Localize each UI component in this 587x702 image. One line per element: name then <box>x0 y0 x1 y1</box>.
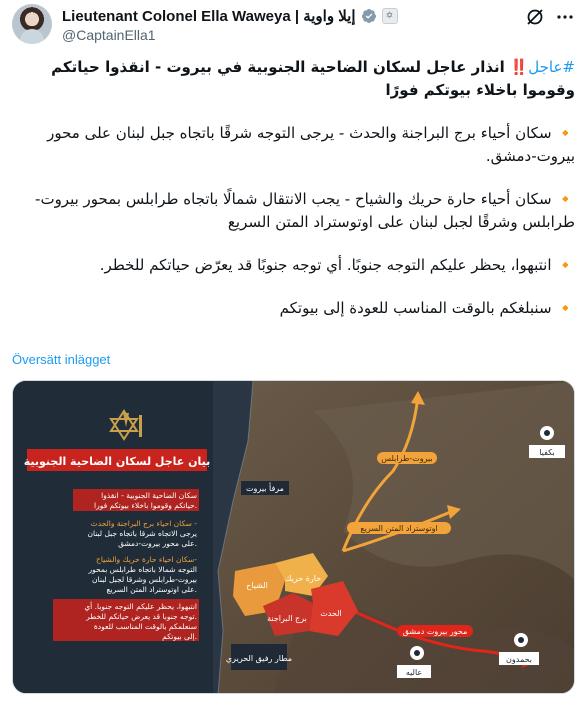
damascus-road-label: محور بيروت دمشق <box>402 627 468 636</box>
chiyah-label: الشياح <box>246 581 268 590</box>
metn-highway-label: اوتوستراد المتن السريع <box>360 524 438 533</box>
panel-line: بيروت-طرابلس وشرقا لجبل لبنان <box>92 575 197 584</box>
bullet-item <box>15 297 575 320</box>
bullet-item <box>15 254 575 277</box>
alert-icon: ‼️ <box>509 58 529 76</box>
bullet-text: سنبلغكم بالوقت المناسب للعودة إلى بيوتكم <box>279 299 552 317</box>
more-options-icon[interactable] <box>555 7 575 27</box>
panel-line: على محور بيروت-دمشق. <box>118 539 197 548</box>
bullet-item <box>15 122 575 168</box>
grok-icon[interactable] <box>525 7 545 27</box>
tweet-headline <box>15 56 575 102</box>
map-graphic <box>13 381 575 694</box>
aley-pin-icon <box>410 646 424 660</box>
translate-post-link[interactable]: Översätt inlägget <box>12 352 111 367</box>
orange-diamond-icon: 🔸 <box>556 190 575 208</box>
bikfaya-label: بكفيا <box>539 448 555 457</box>
port-label: مرفأ بيروت <box>246 484 284 493</box>
panel-line: يرجى الاتجاه شرقا باتجاه جبل لبنان <box>87 529 197 538</box>
orange-diamond-icon: 🔸 <box>556 299 575 317</box>
panel-line: توجه جنوبا قد يعرض حياتكم للخطر. <box>86 612 197 621</box>
orange-diamond-icon: 🔸 <box>556 124 575 142</box>
tweet-text <box>15 56 575 340</box>
panel-line: إلى بيوتكم. <box>162 632 197 641</box>
bhamdoun-pin-icon <box>514 633 528 647</box>
affiliate-badge-icon[interactable]: ✡ <box>382 8 398 24</box>
panel-line: سكان احياء برج البراجنة والحدث - <box>90 519 197 528</box>
panel-line: التوجه شمالا باتجاه طرابلس بمحور <box>88 565 197 574</box>
aley-label: عاليه <box>405 668 423 677</box>
bullet-text: انتبهوا، يحظر عليكم التوجه جنوبًا. أي توجه جنوبًا قد يعرّض حياتكم للخطر. <box>99 256 552 274</box>
bikfaya-pin-icon <box>540 426 554 440</box>
map-title: بيان عاجل لسكان الضاحية الجنوبية <box>23 455 211 468</box>
beirut-tripoli-label: بيروت-طرابلس <box>381 454 433 463</box>
bullet-text: سكان أحياء حارة حريك والشياح - يجب الانتقال شمالًا باتجاه طرابلس بمحور بيروت-طرابلس وشرقًا لجبل لبنان على اوتوستراد المتن السريع <box>35 190 575 231</box>
headline-text: انذار عاجل لسكان الضاحية الجنوبية في بيروت - انقذوا حياتكم وقوموا باخلاء بيوتكم فورًا <box>51 58 575 99</box>
panel-line: سنعلمكم بالوقت المناسب للعودة <box>93 622 197 631</box>
hashtag-link[interactable]: #عاجل <box>528 58 575 76</box>
haret-hreik-label: حارة حريك <box>284 574 322 583</box>
tweet-header <box>12 4 575 44</box>
panel-line: حياتكم وقوموا باخلاء بيوتكم فورا. <box>93 501 197 510</box>
panel-line: سكان الضاحية الجنوبية - انقذوا <box>101 491 197 500</box>
orange-diamond-icon: 🔸 <box>556 256 575 274</box>
burj-label: برج البراجنة <box>267 614 307 623</box>
attached-map-image[interactable] <box>12 380 575 694</box>
verified-badge-icon <box>361 8 377 24</box>
handle[interactable]: @CaptainElla1 <box>62 27 156 43</box>
bhamdoun-label: بحمدون <box>506 655 532 664</box>
author-row <box>62 7 398 25</box>
display-name[interactable]: Lieutenant Colonel Ella Waweya | إيلا واوية <box>62 8 356 25</box>
bullet-text: سكان أحياء برج البراجنة والحدث - يرجى التوجه شرقًا باتجاه جبل لبنان على محور بيروت-دمشق. <box>47 124 575 165</box>
panel-line: انتبهوا، يحظر عليكم التوجه جنوبا. أي <box>84 602 197 611</box>
panel-line: سكان احياء حارة حريك والشياح- <box>96 555 197 564</box>
airport-label: مطار رفيق الحريري <box>225 654 293 663</box>
avatar[interactable] <box>12 4 52 44</box>
bullet-item <box>15 188 575 234</box>
panel-line: على اوتوستراد المتن السريع. <box>106 585 197 594</box>
hadath-label: الحدث <box>320 609 342 618</box>
